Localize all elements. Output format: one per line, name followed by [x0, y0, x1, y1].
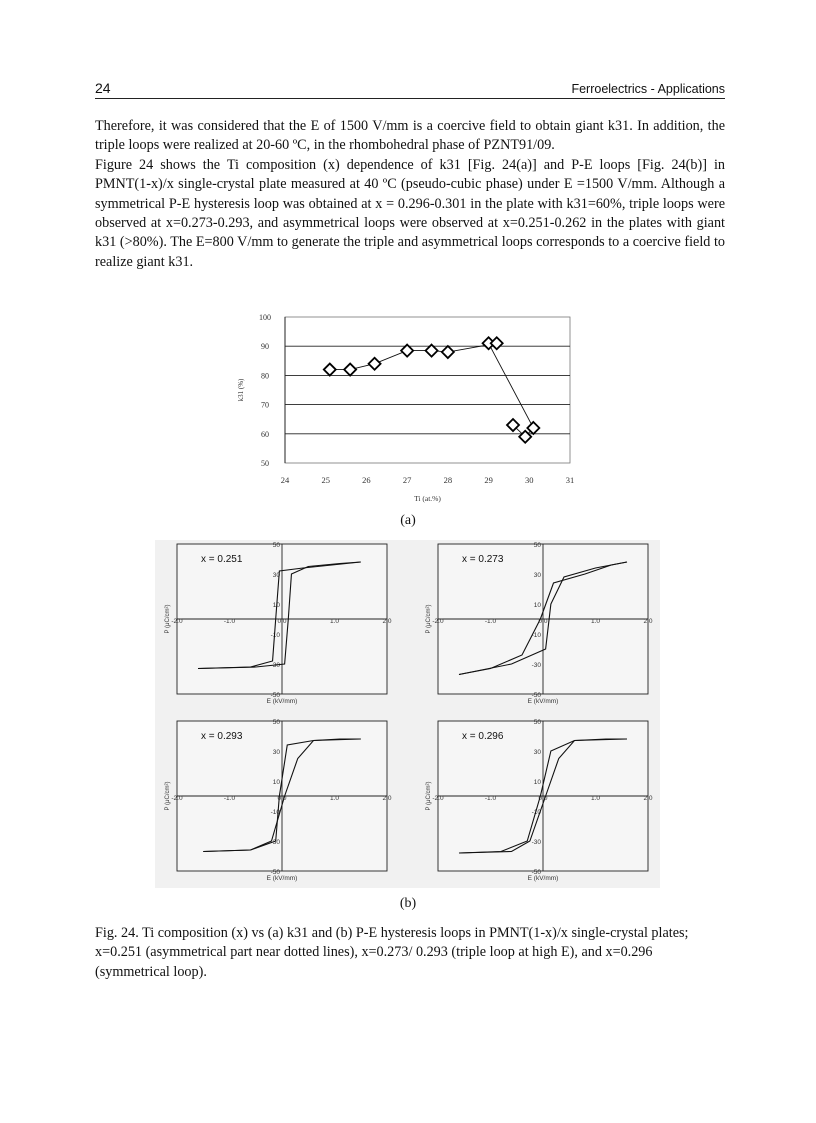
x-tick-label: 25: [321, 475, 330, 485]
y-tick-label: 70: [261, 400, 269, 410]
y-tick-label: 100: [259, 313, 271, 322]
y-tick-label: -30: [270, 839, 280, 846]
y-tick-label: -50: [531, 692, 541, 699]
x-tick-label: 0.0: [277, 618, 287, 625]
y-tick-label: 10: [533, 779, 541, 786]
y-tick-label: 10: [272, 602, 280, 609]
y-tick-label: -10: [531, 809, 541, 816]
y-tick-label: 10: [533, 602, 541, 609]
y-tick-label: 30: [533, 572, 541, 579]
y-tick-label: -30: [270, 662, 280, 669]
pe-loops-figure: [155, 540, 660, 888]
x-tick-label: 1.0: [329, 795, 340, 802]
y-tick-label: 50: [272, 542, 280, 549]
y-axis-label: P (μC/cm²): [426, 604, 432, 634]
y-tick-label: 80: [261, 371, 269, 381]
page-header: [95, 80, 725, 99]
page-number: 24: [95, 80, 111, 96]
x-axis-label: E (kV/mm): [527, 698, 559, 705]
x-tick-label: 1.0: [590, 795, 601, 802]
x-tick-label: 2.0: [382, 795, 392, 802]
y-tick-label: 60: [261, 429, 269, 439]
figure-caption: Fig. 24. Ti composition (x) vs (a) k31 and (b) P-E hysteresis loops in PMNT(1-x)/x single-crystal plates; x=0.251 (asymmetrical part near dotted lines), x=0.273/ 0.293 (triple loop at high E), and x=0.296 (symmetrical loop).: [95, 925, 689, 980]
paragraph-2: Figure 24 shows the Ti composition (x) dependence of k31 [Fig. 24(a)] and P-E loops [Fig. 24(b)] in PMNT(1-x)/x single-crystal plate measured at 40 ºC (pseudo-cubic phase) under E =1500 V/mm. Although a symmetrical P-E hysteresis loop was obtained at x = 0.296-0.301 in the plate with k31=60%, triple loops were observed at x=0.273-0.293, and asymmetrical loops were observed at x=0.251-0.262 in the plates with giant k31 (>80%). The E=800 V/mm to generate the triple and asymmetrical loops corresponds to a coercive field to realize giant k31.: [95, 156, 725, 270]
x-tick-label: -1.0: [223, 795, 236, 802]
y-tick-label: -30: [531, 839, 541, 846]
x-tick-label: 31: [565, 475, 575, 485]
figure-b-label: (b): [399, 896, 417, 911]
x-tick-label: -1.0: [484, 795, 497, 802]
x-axis-label: E (kV/mm): [266, 698, 298, 705]
y-tick-label: 50: [261, 459, 269, 468]
x-tick-label: 0.0: [538, 618, 548, 625]
y-tick-label: -50: [531, 869, 541, 876]
x-tick-label: 0.0: [538, 795, 548, 802]
panel-title: x = 0.251: [201, 554, 243, 565]
x-axis-label: E (kV/mm): [266, 875, 298, 882]
pe-loop-panel: [426, 542, 653, 705]
panel-title: x = 0.296: [462, 731, 504, 742]
y-tick-label: 50: [533, 719, 541, 726]
y-axis-label: P (μC/cm²): [426, 781, 432, 811]
x-tick-label: -2.0: [432, 795, 444, 802]
x-tick-label: 1.0: [590, 618, 601, 625]
x-tick-label: 24: [280, 475, 290, 485]
pe-loop-panel: [165, 719, 392, 882]
x-tick-label: 2.0: [643, 795, 653, 802]
y-tick-label: 30: [272, 572, 280, 579]
y-axis-label: P (μC/cm²): [165, 781, 171, 811]
x-tick-label: 2.0: [382, 618, 392, 625]
x-axis-label: Ti (at.%): [414, 494, 441, 503]
y-axis-label: k31 (%): [237, 378, 245, 402]
x-tick-label: 29: [484, 475, 493, 485]
y-axis-label: P (μC/cm²): [165, 604, 171, 634]
x-tick-label: 28: [443, 475, 453, 485]
panel-title: x = 0.273: [462, 554, 504, 565]
paragraph-1: Therefore, it was considered that the E of 1500 V/mm is a coercive field to obtain giant k31. In addition, the triple loops were realized at 20-60 ºC, in the rhombohedral phase of PZNT91/09.: [95, 118, 725, 154]
x-tick-label: 27: [402, 475, 412, 485]
x-tick-label: 30: [525, 475, 534, 485]
y-tick-label: -10: [531, 632, 541, 639]
y-tick-label: -30: [531, 662, 541, 669]
y-tick-label: 10: [272, 779, 280, 786]
x-tick-label: 1.0: [329, 618, 340, 625]
body-text: [95, 117, 725, 272]
y-tick-label: 90: [261, 342, 269, 352]
y-tick-label: -50: [270, 869, 280, 876]
x-tick-label: -1.0: [484, 618, 497, 625]
x-tick-label: -2.0: [171, 618, 183, 625]
figure-a-label: (a): [400, 513, 416, 528]
x-tick-label: 26: [362, 475, 371, 485]
x-tick-label: -2.0: [432, 618, 444, 625]
panel-title: x = 0.293: [201, 731, 243, 742]
y-tick-label: -10: [270, 809, 280, 816]
y-tick-label: 30: [272, 749, 280, 756]
y-tick-label: 30: [533, 749, 541, 756]
pe-loop-panel: [165, 542, 392, 705]
x-tick-label: -2.0: [171, 795, 183, 802]
book-title: Ferroelectrics - Applications: [571, 82, 725, 96]
x-tick-label: -1.0: [223, 618, 236, 625]
y-tick-label: -50: [270, 692, 280, 699]
y-tick-label: 50: [272, 719, 280, 726]
pe-loop-panel: [426, 719, 653, 882]
x-tick-label: 0.0: [277, 795, 287, 802]
x-tick-label: 2.0: [643, 618, 653, 625]
y-tick-label: 50: [533, 542, 541, 549]
y-tick-label: -10: [270, 632, 280, 639]
x-axis-label: E (kV/mm): [527, 875, 559, 882]
k31-vs-ti-chart: [225, 305, 595, 510]
